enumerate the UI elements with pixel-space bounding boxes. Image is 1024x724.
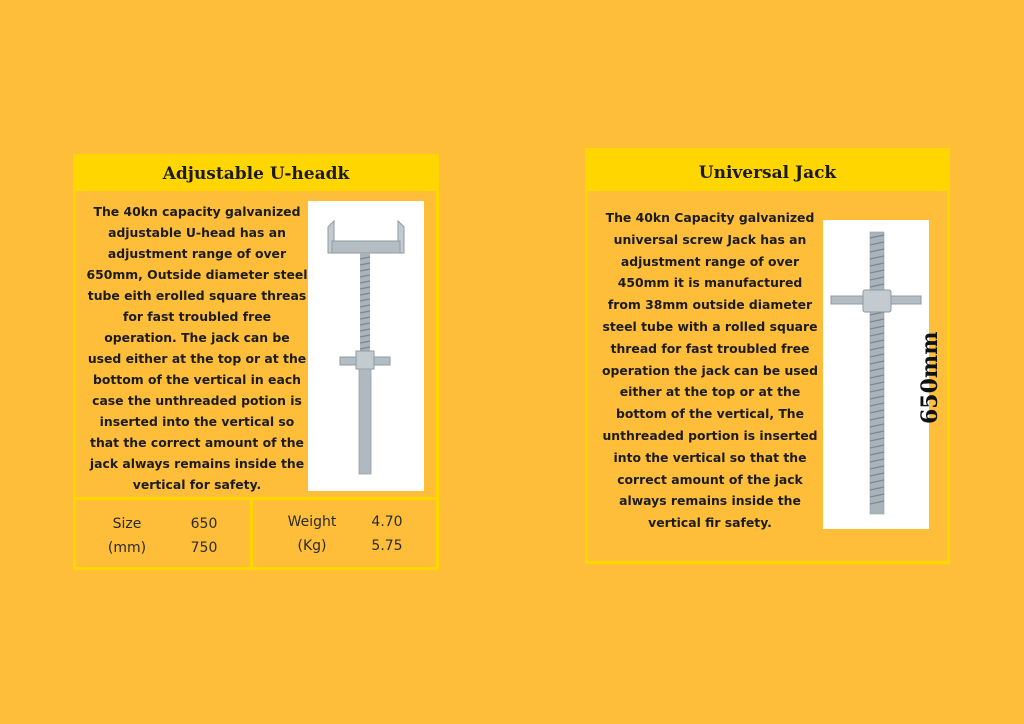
jack-dimension-label: 650mm	[917, 331, 943, 424]
spec-divider	[250, 500, 253, 567]
size-value: 650	[190, 516, 218, 532]
weight-label-line: Weight	[287, 514, 337, 530]
weight-unit-line: (Kg)	[297, 538, 327, 554]
weight-values	[362, 510, 412, 558]
size-label	[98, 512, 156, 560]
size-unit-line: (mm)	[107, 540, 147, 556]
jack-product-image	[823, 220, 929, 529]
uhead-title: Adjustable U-headk	[76, 157, 436, 191]
weight-label	[274, 510, 350, 558]
uhead-illustration	[308, 201, 424, 491]
uhead-product-image	[308, 201, 424, 491]
jack-card	[585, 148, 950, 564]
size-value: 750	[190, 540, 218, 556]
uhead-description: The 40kn capacity galvanized adjustable U-head has an adjustment range of over 650mm, Outside diameter steel tube eith erolled square threas for fast troubled free operation. The jack can be used either at the top or at the bottom of the vertical in each case the unthreaded potion is inserted into the vertical so that the correct amount of the jack always remains inside the vertical for safety.	[86, 204, 308, 492]
uhead-card	[73, 154, 439, 570]
size-values	[176, 512, 232, 560]
jack-description: The 40kn Capacity galvanized universal screw Jack has an adjustment range of over 450mm it is manufactured from 38mm outside diameter steel tube with a rolled square thread for fast troubled free operation the jack can be used either at the top or at the bottom of the vertical, The unthreaded portion is inserted into the vertical so that the correct amount of the jack always remains inside the vertical fir safety.	[602, 210, 818, 531]
jack-illustration	[823, 220, 929, 529]
weight-value: 4.70	[371, 514, 403, 530]
uhead-spec-table	[76, 497, 436, 567]
jack-title: Universal Jack	[588, 151, 947, 191]
weight-value: 5.75	[371, 538, 403, 554]
size-label-line: Size	[112, 516, 142, 532]
